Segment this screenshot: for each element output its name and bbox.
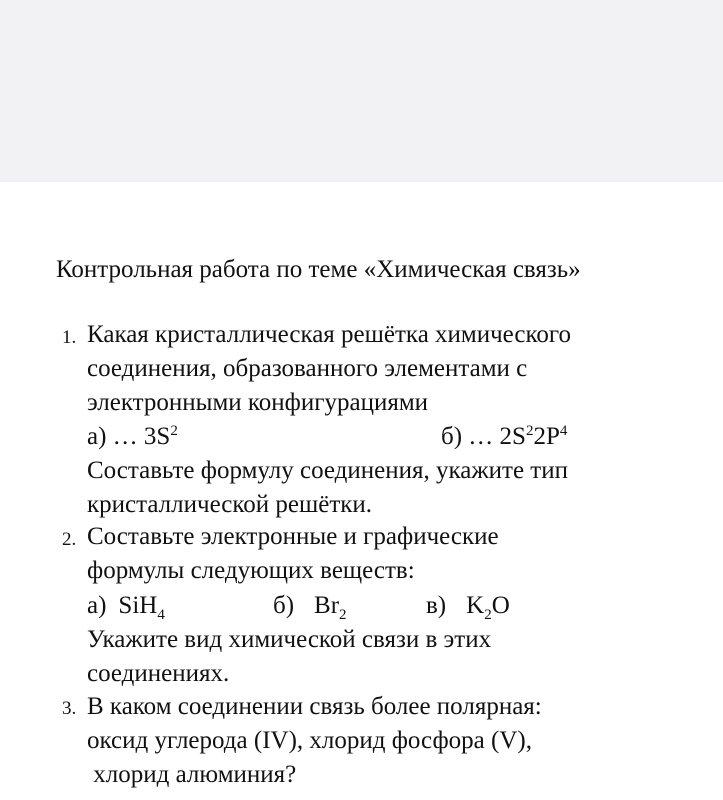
question-2-option-a (87, 591, 165, 621)
formula-part: 2P (533, 423, 560, 450)
question-2-line: формулы следующих веществ: (87, 557, 415, 584)
question-3-line: оксид углерода (IV), хлорид фосфора (V), (87, 727, 532, 754)
question-2-line: Укажите вид химической связи в этих (87, 626, 492, 653)
question-1-line: Составьте формулу соединения, укажите тип (87, 457, 568, 484)
question-2-option-c (426, 591, 510, 621)
formula-part: O (491, 592, 510, 619)
top-gray-band (0, 0, 723, 182)
question-3-number: 3. (62, 698, 77, 719)
option-label: б) … (441, 423, 494, 450)
question-1-line: соединения, образованного элементами с (87, 355, 528, 382)
formula-br2 (314, 592, 347, 623)
question-3-line: В каком соединении связь более полярная: (87, 693, 542, 720)
question-1-option-b (441, 422, 567, 452)
subscript: 2 (484, 607, 492, 623)
formula-part: K (466, 592, 485, 619)
question-1-line: кристаллической решётки. (87, 491, 373, 518)
formula-k2o (466, 592, 510, 623)
option-label: б) (273, 592, 295, 619)
option-label: а) (87, 592, 107, 619)
question-3-line: хлорид алюминия? (87, 761, 297, 788)
subscript: 4 (157, 607, 165, 623)
option-label: в) (426, 592, 447, 619)
question-1-line: электронными конфигурациями (87, 389, 429, 416)
superscript: 2 (525, 423, 534, 439)
question-2-number: 2. (62, 529, 77, 550)
question-2-line: соединениях. (87, 660, 230, 687)
formula-sih4 (118, 592, 165, 623)
formula-3s2 (144, 423, 178, 450)
formula-2s2-2p4 (500, 423, 568, 450)
question-1-number: 1. (62, 327, 77, 348)
question-2-line: Составьте электронные и графические (87, 523, 499, 550)
formula-part: SiH (118, 592, 158, 619)
page-title: Контрольная работа по теме «Химическая связь» (56, 256, 581, 283)
formula-part: Br (314, 592, 340, 619)
option-label: а) … (87, 423, 138, 450)
formula-part: 3S (143, 423, 171, 450)
superscript: 4 (559, 423, 568, 439)
question-2-option-b (273, 591, 347, 621)
question-1-line: Какая кристаллическая решётка химического (87, 321, 572, 348)
subscript: 2 (339, 607, 347, 623)
question-1-option-a (87, 422, 178, 452)
formula-part: 2S (499, 423, 526, 450)
superscript: 2 (170, 423, 178, 439)
